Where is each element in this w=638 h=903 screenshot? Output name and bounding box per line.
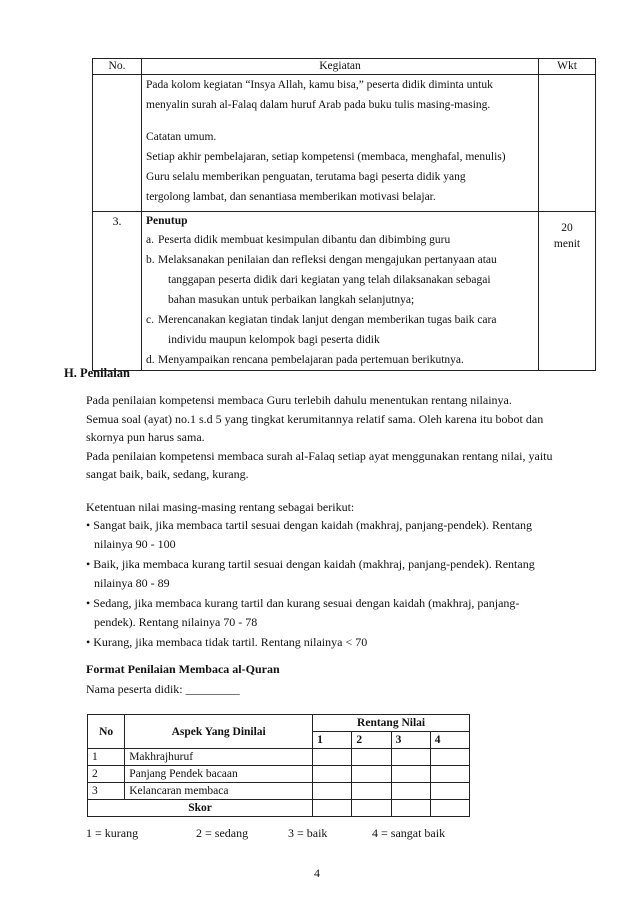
list-marker: d. [146,354,155,366]
total-label: Skor [88,800,313,817]
row3-time [539,212,596,371]
score-cell[interactable] [391,749,430,766]
list-marker: c. [146,314,154,326]
time-unit: menit [553,238,581,250]
legend-item: 2 = sedang [196,826,249,840]
legend-item: 3 = baik [288,826,328,840]
score-cell[interactable] [391,766,430,783]
criteria-item [86,516,535,553]
score-cell[interactable] [430,766,469,783]
header-no: No. [93,59,142,75]
section-h-title: H. Penilaian [64,366,130,380]
paragraph-line: Semua soal (ayat) no.1 s.d 5 yang tingkat kerumitannya relatif sama. Oleh karena itu bobot dan [86,411,544,426]
criteria-item [86,594,535,631]
row-aspect: Panjang Pendek bacaan [125,766,313,783]
list-item-text: tanggapan peserta didik dari kegiatan yang telah dilaksanakan sebagai [168,274,491,286]
score-header-no: No [88,715,125,749]
row3-kegiatan-cell [142,212,539,371]
time-value: 20 [561,222,573,234]
list-item-text: Merencanakan kegiatan tindak lanjut dengan memberikan tugas baik cara [158,314,497,326]
score-cell[interactable] [430,800,469,817]
criteria-text: nilainya 90 - 100 [94,536,176,551]
score-table [87,714,470,817]
list-item-text: bahan masukan untuk perbaikan langkah selanjutnya; [168,294,415,306]
paragraph-line: skornya pun harus sama. [86,430,205,444]
score-cell[interactable] [313,766,352,783]
list-item-text: Menyampaikan rencana pembelajaran pada pertemuan berikutnya. [158,354,464,366]
student-name-line: Nama peserta didik: _________ [86,682,240,696]
cont-line: Guru selalu memberikan penguatan, terutama bagi peserta didik yang [146,171,466,183]
criteria-text: pendek). Rentang nilainya 70 - 78 [94,614,258,629]
list-item-text: individu maupun kelompok bagi peserta didik [168,334,380,346]
bullet-icon: • [86,518,91,532]
header-wkt: Wkt [539,59,596,75]
criteria-text: Kurang, jika membaca tidak tartil. Rentang nilainya < 70 [93,635,368,649]
score-cell[interactable] [313,749,352,766]
bullet-icon: • [86,635,91,649]
score-cell[interactable] [352,766,391,783]
score-header-range: Rentang Nilai [313,715,470,732]
paragraph-line: Pada penilaian kompetensi membaca Guru terlebih dahulu menentukan rentang nilainya. [86,393,512,407]
score-cell[interactable] [313,800,352,817]
row-no: 3 [88,783,125,800]
list-item-text: Peserta didik membuat kesimpulan dibantu dan dibimbing guru [158,234,451,246]
range-col: 1 [313,732,352,749]
criteria-item [86,555,535,592]
criteria-text: nilainya 80 - 89 [94,575,170,590]
score-cell[interactable] [391,800,430,817]
list-item [146,350,534,370]
list-marker: a. [146,234,154,246]
list-item-text: Melaksanakan penilaian dan refleksi dengan mengajukan pertanyaan atau [158,254,497,266]
cont-line [146,115,534,127]
format-title: Format Penilaian Membaca al-Quran [86,662,280,676]
section-h-para1 [86,391,553,484]
cont-kegiatan-cell [142,75,539,212]
score-cell[interactable] [352,783,391,800]
table-row-total [88,800,470,817]
row-no: 2 [88,766,125,783]
list-marker: b. [146,254,155,266]
criteria-text: Baik, jika membaca kurang tartil sesuai dengan kaidah (makhraj, panjang-pendek). Rentang [93,557,535,571]
score-cell[interactable] [352,749,391,766]
paragraph-line: sangat baik, baik, sedang, kurang. [86,467,249,481]
row-aspect: Kelancaran membaca [125,783,313,800]
bullet-icon: • [86,557,91,571]
criteria-intro: Ketentuan nilai masing-masing rentang sebagai berikut: [86,500,355,514]
range-col: 3 [391,732,430,749]
range-col: 2 [352,732,391,749]
cont-line: tergolong lambat, dan senantiasa memberikan motivasi belajar. [146,191,436,203]
score-cell[interactable] [430,749,469,766]
legend-item: 4 = sangat baik [372,826,446,840]
criteria-item [86,633,535,652]
list-item [146,230,534,250]
criteria-list [86,516,535,652]
score-cell[interactable] [391,783,430,800]
activity-table [92,58,596,371]
cont-line: Pada kolom kegiatan “Insya Allah, kamu bisa,” peserta didik diminta untuk [146,79,493,91]
table-row [88,783,470,800]
score-header-aspect: Aspek Yang Dinilai [125,715,313,749]
row3-no: 3. [93,212,142,371]
cont-no-cell [93,75,142,212]
cont-wkt-cell [539,75,596,212]
score-cell[interactable] [352,800,391,817]
criteria-text: Sangat baik, jika membaca tartil sesuai dengan kaidah (makhraj, panjang-pendek). Rentang [93,518,533,532]
cont-line: Catatan umum. [146,131,217,143]
range-col: 4 [430,732,469,749]
score-cell[interactable] [430,783,469,800]
header-kegiatan: Kegiatan [142,59,539,75]
paragraph-line: Pada penilaian kompetensi membaca surah al-Falaq setiap ayat menggunakan rentang nilai, yaitu [86,448,553,463]
criteria-text: Sedang, jika membaca kurang tartil dan kurang sesuai dengan kaidah (makhraj, panjang- [93,596,520,610]
bullet-icon: • [86,596,91,610]
row-aspect: Makhrajhuruf [125,749,313,766]
score-cell[interactable] [313,783,352,800]
list-item [146,310,534,350]
row-no: 1 [88,749,125,766]
row3-title: Penutup [146,215,188,227]
page-number: 4 [314,866,320,880]
cont-line: Setiap akhir pembelajaran, setiap kompetensi (membaca, menghafal, menulis) [146,151,506,163]
list-item [146,250,534,310]
table-row [88,766,470,783]
table-row [88,749,470,766]
legend-item: 1 = kurang [86,826,139,840]
cont-line: menyalin surah al-Falaq dalam huruf Arab pada buku tulis masing-masing. [146,99,491,111]
